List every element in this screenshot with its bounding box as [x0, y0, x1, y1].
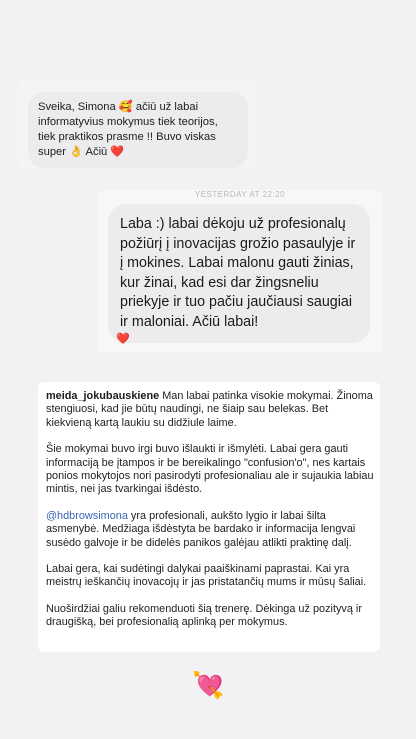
message-card-2	[98, 190, 382, 352]
comment-username[interactable]: meida_jokubauskiene	[46, 390, 160, 402]
message-text: Sveika, Simona 🥰 ačiū už labai informatyvius mokymus tiek teorijos, tiek praktikos prasme !! Buvo viskas super 👌 Ačiū ❤️	[38, 101, 218, 158]
comment-card	[38, 382, 380, 652]
message-text: Laba :) labai dėkoju už profesionalų požiūrį į inovacijas grožio pasaulyje ir į mokines. Labai malonu gauti žinias, kur žinai, kad esi dar žingsneliu priekyje ir tuo pačiu jaučiausi saugiai ir maloniai. Ačiū labai!	[120, 216, 356, 330]
sent-message-bubble	[108, 204, 370, 343]
comment-text: yra profesionali, aukšto lygio ir labai šilta asmenybė. Medžiaga išdėstyta be bardako ir informacija lengvai susėdo galvoje ir be didelės panikos galėjau atlikti praktinę dalį.	[46, 509, 356, 549]
heart-arrow-emoji-icon: 💘	[192, 670, 225, 700]
message-timestamp: YESTERDAY AT 22:20	[194, 190, 286, 199]
comment-body	[46, 390, 374, 643]
comment-paragraph-1	[46, 390, 374, 430]
comment-paragraph-5: Nuoširdžiai galiu rekomenduoti šią trenerę. Dėkinga už pozityvą ir draugišką, bei profesionalią aplinką per mokymus.	[46, 602, 362, 629]
received-message-bubble	[28, 92, 248, 168]
heart-reaction-icon: ❤️	[116, 333, 130, 345]
mention-link[interactable]: @hdbrowsimona	[46, 509, 128, 522]
comment-paragraph-4: Labai gera, kai sudėtingi dalykai paaiškinami paprastai. Kai yra meistrų ieškančių inovacojų ir jas pristatančių mums ir mūsų šaliai.	[46, 563, 367, 589]
message-card-1	[18, 80, 258, 170]
comment-text: Man labai patinka visokie mokymai. Žinoma stengiuosi, kad jie būtų naudingi, ne šiaip sau belekas. Bet kiekvieną kartą laukiu su didžiule laime.	[46, 390, 373, 429]
comment-paragraph-2: Šie mokymai buvo irgi buvo išlaukti ir išmylėti. Labai gera gauti informaciją be įtampos ir be bereikalingo "confusion'o", nes kartais ponios mokytojos nori pasirodyti profesionaliau ale ir sujaukia labiau mintis, nei jas tvarkingai išdėsto.	[46, 443, 374, 496]
comment-paragraph-3	[46, 510, 374, 550]
